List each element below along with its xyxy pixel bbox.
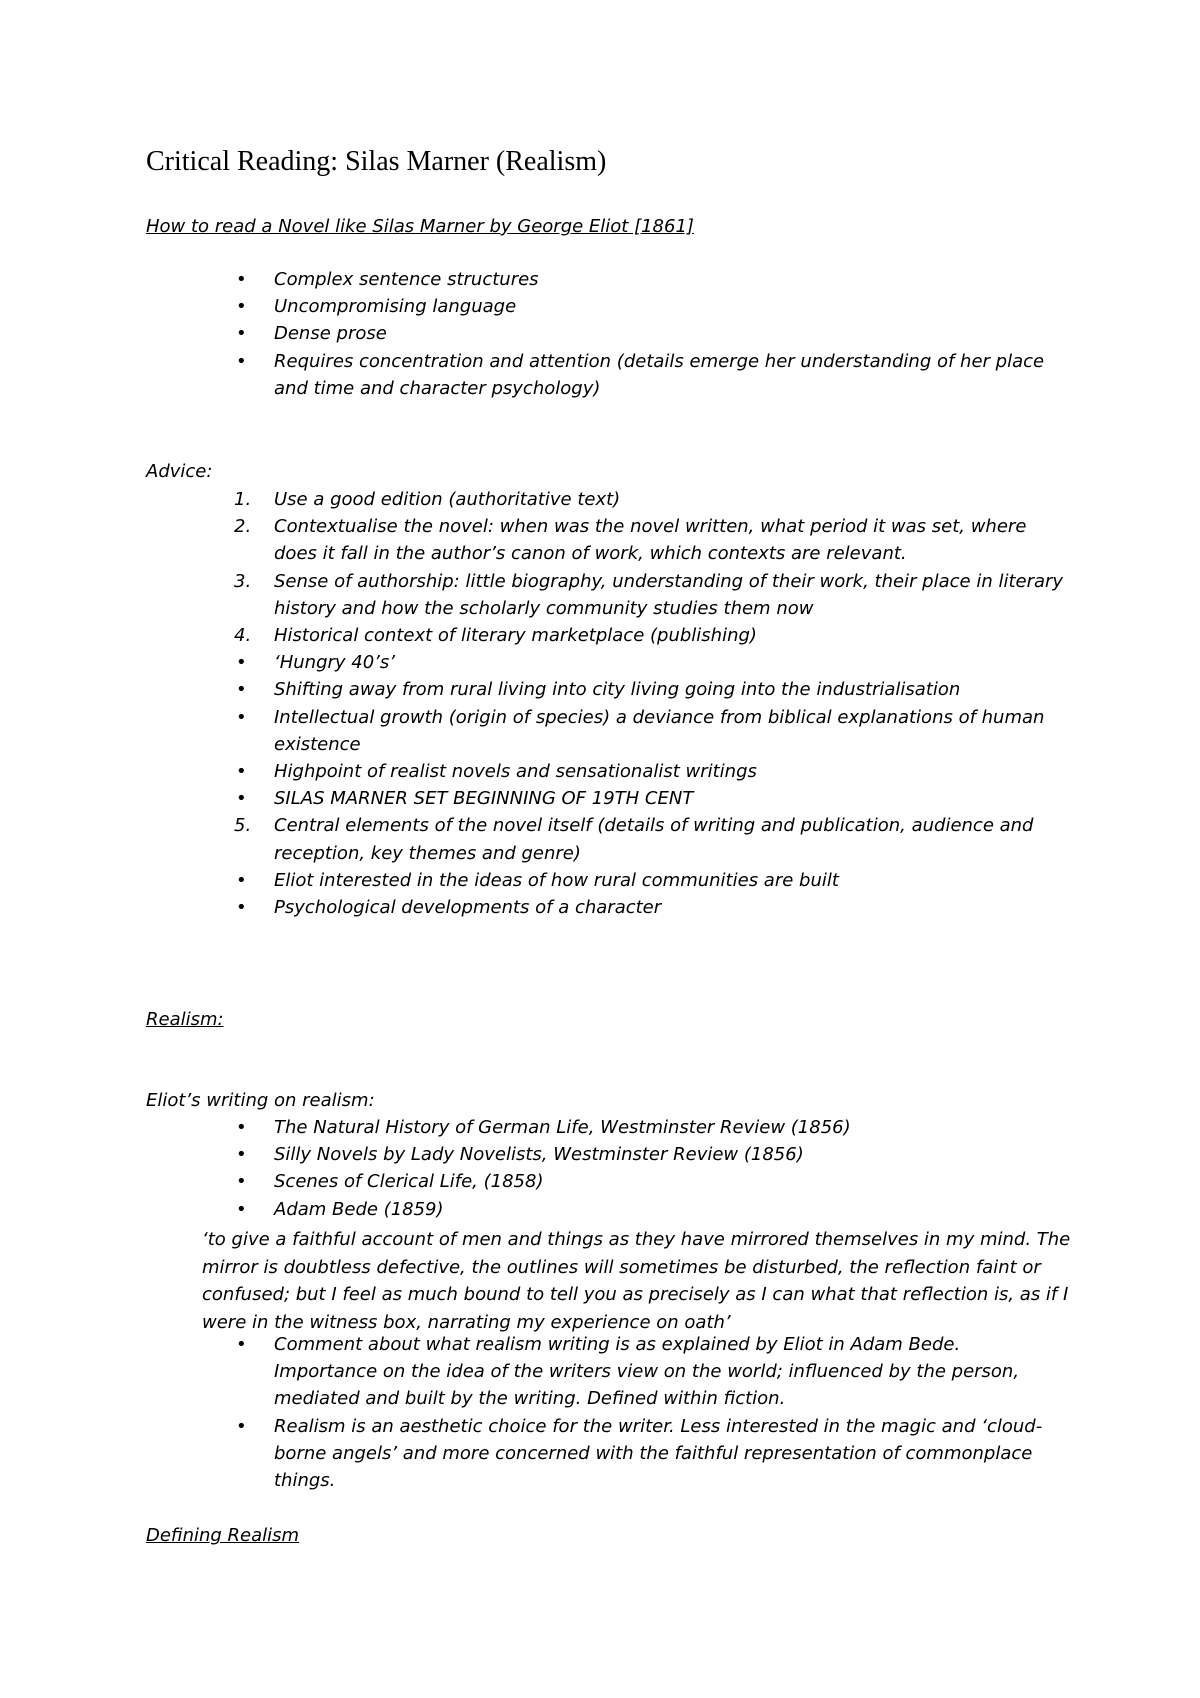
bullet-icon: • — [236, 788, 247, 810]
bullet-icon: • — [236, 652, 247, 674]
list-item-text: and time and character psychology) — [274, 377, 601, 399]
bullet-icon: • — [236, 761, 247, 782]
quote-line: ‘to give a faithful account of men and things as they have mirrored themselves in my mind. The — [202, 1229, 1071, 1250]
bullet-icon: • — [236, 1334, 247, 1355]
list-item-text: Uncompromising language — [274, 296, 517, 318]
list-item-text: history and how the scholarly community studies them now — [274, 597, 814, 619]
realism-heading: Realism: — [146, 1009, 224, 1030]
list-item-text: Dense prose — [274, 323, 387, 345]
list-item-text: things. — [274, 1470, 336, 1491]
list-number: 5. — [234, 815, 252, 837]
quote-line: were in the witness box, narrating my experience on oath’ — [202, 1311, 731, 1333]
list-item-text: Intellectual growth (origin of species) a deviance from biblical explanations of human — [274, 706, 1045, 728]
defining-realism-heading: Defining Realism — [146, 1525, 300, 1546]
bullet-icon: • — [236, 1117, 247, 1138]
quote-line: confused; but I feel as much bound to tell you as precisely as I can what that reflection is, as if I — [202, 1284, 1069, 1305]
adam-bede-quote — [202, 1226, 1102, 1336]
bullet-icon: • — [236, 350, 247, 372]
bullet-icon: • — [236, 269, 247, 290]
list-item-text: mediated and built by the writing. Defined within fiction. — [274, 1388, 786, 1410]
list-item-text: ‘Hungry 40’s’ — [274, 652, 395, 674]
list-item-text: SILAS MARNER SET BEGINNING OF 19TH CENT — [274, 788, 694, 810]
list-item-text: Highpoint of realist novels and sensationalist writings — [274, 761, 757, 782]
bullet-icon: • — [236, 897, 247, 918]
list-item-text: Realism is an aesthetic choice for the writer. Less interested in the magic and ‘cloud- — [274, 1415, 1043, 1437]
list-item-text: reception, key themes and genre) — [274, 842, 581, 864]
list-item-text: Sense of authorship: little biography, understanding of their work, their place in literary — [274, 570, 1064, 592]
list-item-text: Complex sentence structures — [274, 269, 539, 290]
list-number: 4. — [234, 625, 252, 646]
bullet-icon: • — [236, 1171, 247, 1193]
list-item-text: The Natural History of German Life, Westminster Review (1856) — [274, 1117, 851, 1138]
list-item-text: existence — [274, 733, 361, 755]
document-title: Critical Reading: Silas Marner (Realism) — [146, 146, 607, 177]
bullet-icon: • — [236, 1198, 247, 1220]
bullet-icon: • — [236, 869, 247, 891]
list-item-text: Shifting away from rural living into city living going into the industrialisation — [274, 679, 961, 701]
list-number: 3. — [234, 570, 252, 592]
bullet-icon: • — [236, 296, 247, 318]
bullet-icon: • — [236, 323, 247, 345]
bullet-icon: • — [236, 1415, 247, 1437]
list-number: 1. — [234, 489, 252, 510]
list-number: 2. — [234, 516, 252, 538]
bullet-icon: • — [236, 1144, 247, 1166]
list-item-text: Adam Bede (1859) — [274, 1198, 444, 1220]
list-item-text: Psychological developments of a character — [274, 897, 662, 918]
list-item-text: Comment about what realism writing is as explained by Eliot in Adam Bede. — [274, 1334, 961, 1355]
list-item-text: Importance on the idea of the writers view on the world; influenced by the person, — [274, 1361, 1020, 1383]
list-item-text: Central elements of the novel itself (details of writing and publication, audience and — [274, 815, 1034, 837]
list-item-text: Requires concentration and attention (details emerge her understanding of her place — [274, 350, 1045, 372]
how-to-read-heading: How to read a Novel like Silas Marner by George Eliot [1861] — [146, 216, 694, 237]
eliot-writing-label: Eliot’s writing on realism: — [146, 1090, 375, 1111]
list-item-text: does it fall in the author’s canon of work, which contexts are relevant. — [274, 543, 907, 565]
list-item-text: Contextualise the novel: when was the novel written, what period it was set, where — [274, 516, 1027, 538]
list-item-text: Historical context of literary marketplace (publishing) — [274, 625, 757, 646]
list-item-text: Silly Novels by Lady Novelists, Westminster Review (1856) — [274, 1144, 804, 1166]
advice-label: Advice: — [146, 461, 213, 482]
list-item-text: Eliot interested in the ideas of how rural communities are built — [274, 869, 839, 891]
list-item-text: Scenes of Clerical Life, (1858) — [274, 1171, 544, 1193]
bullet-icon: • — [236, 706, 247, 728]
quote-line: mirror is doubtless defective, the outlines will sometimes be disturbed, the reflection faint or — [202, 1256, 1041, 1278]
list-item-text: Use a good edition (authoritative text) — [274, 489, 621, 510]
bullet-icon: • — [236, 679, 247, 701]
list-item-text: borne angels’ and more concerned with the faithful representation of commonplace — [274, 1442, 1033, 1464]
